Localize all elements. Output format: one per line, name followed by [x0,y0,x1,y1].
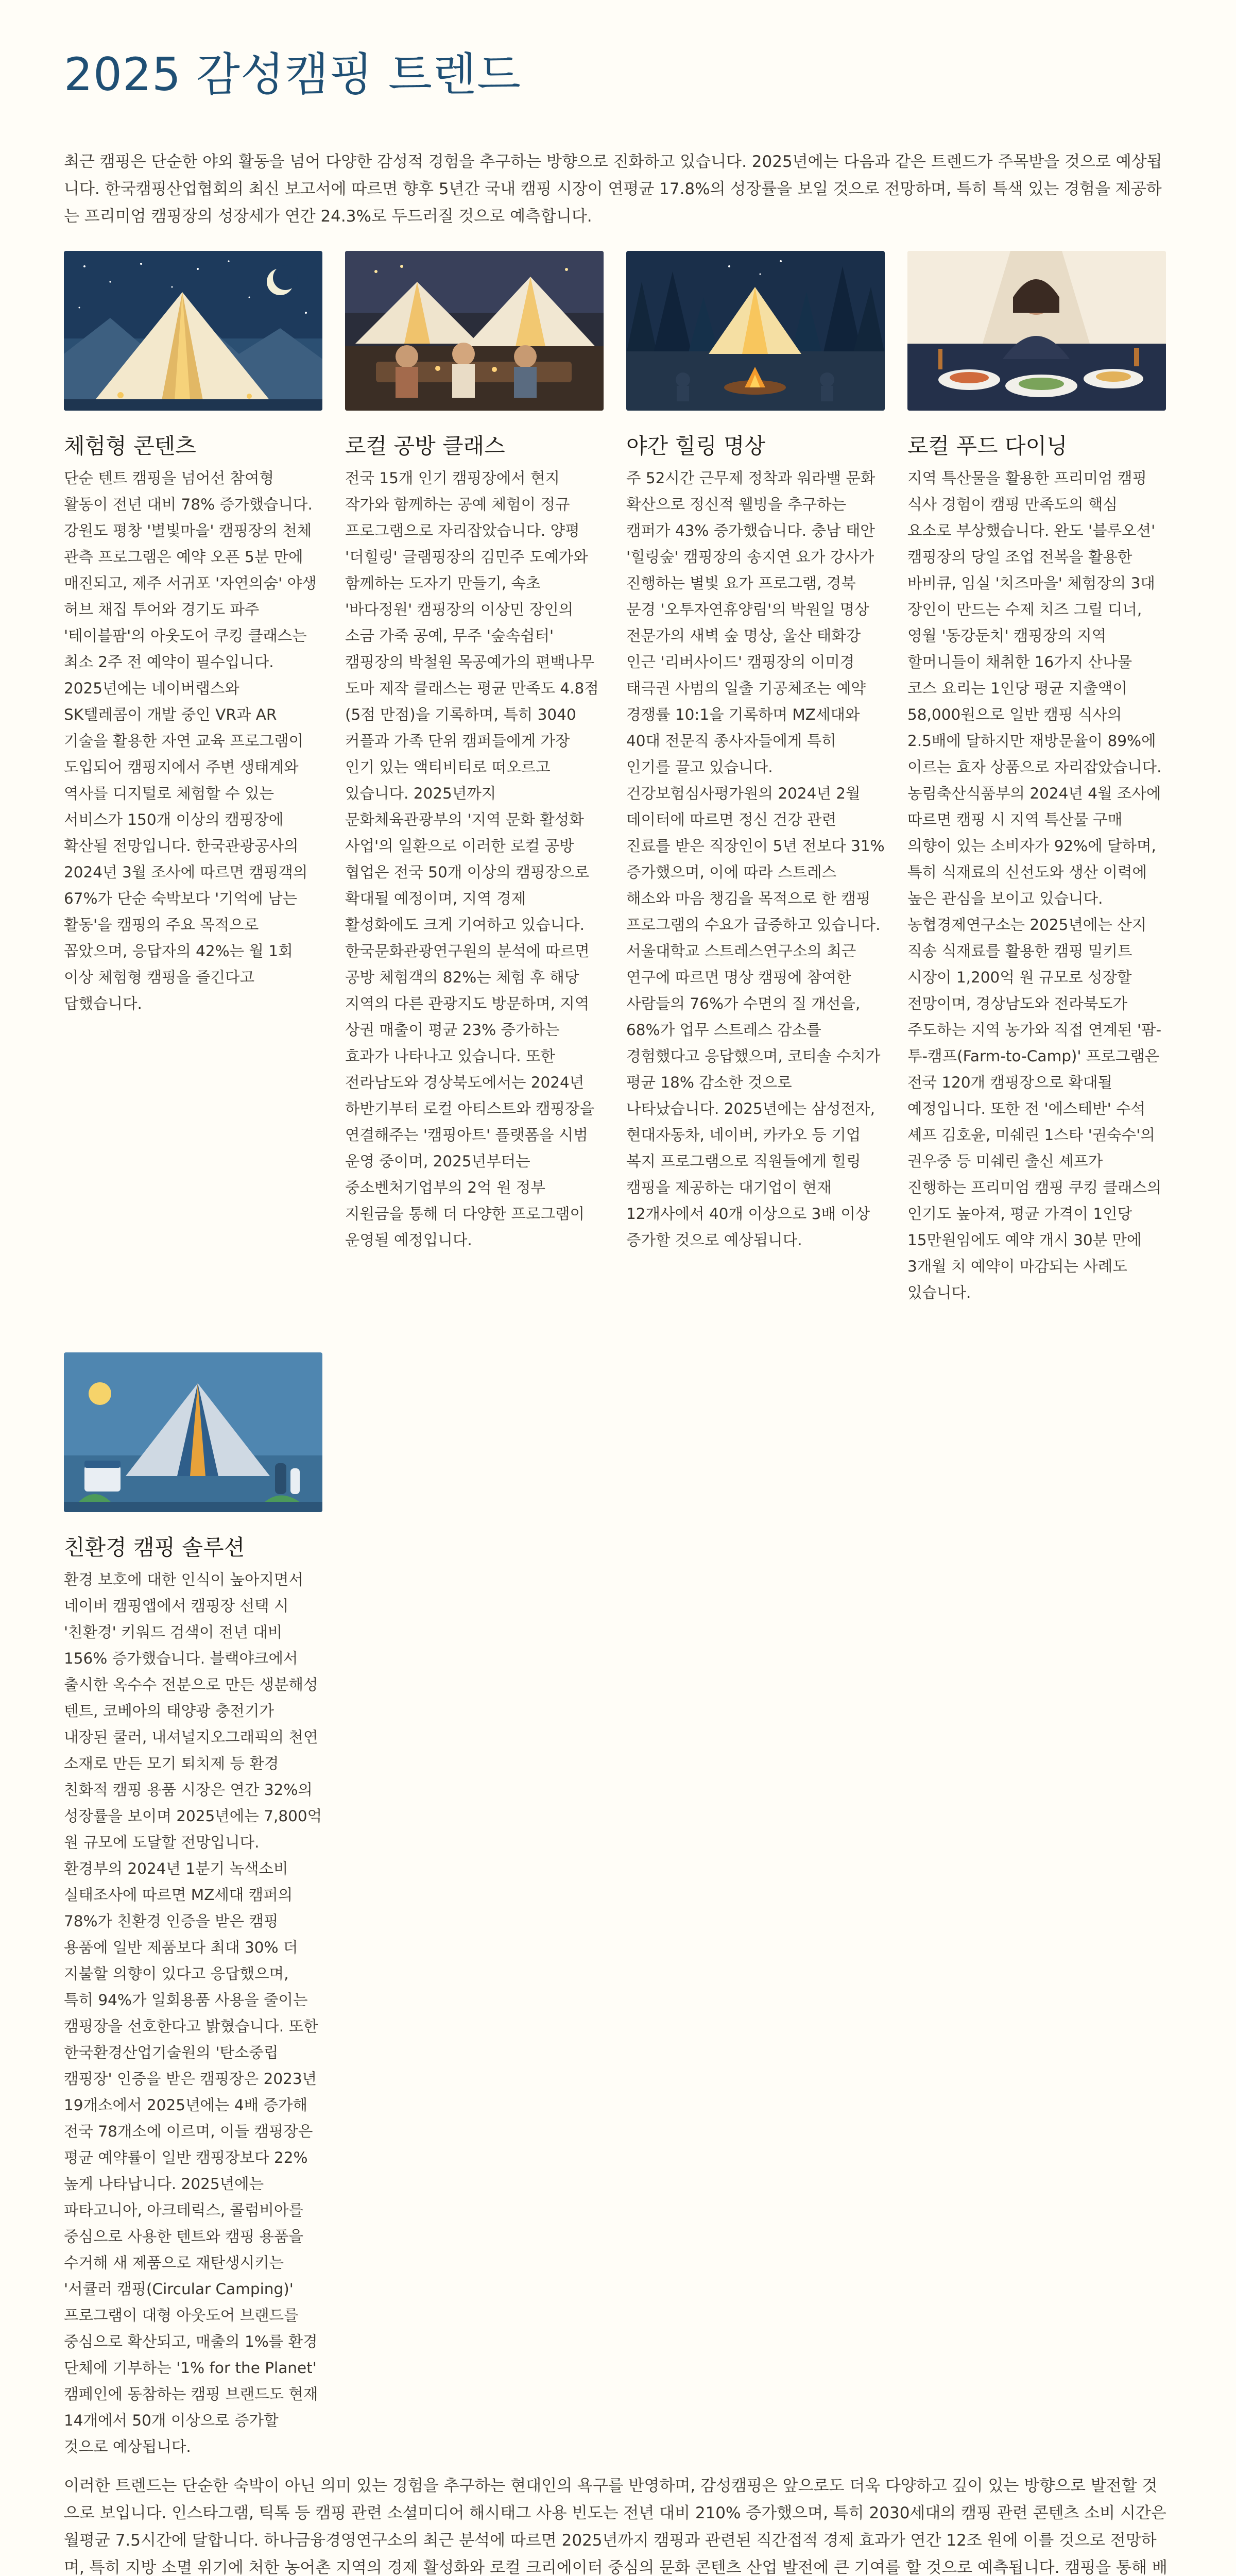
trend-card-eco-solution [64,1352,322,2460]
card-body: 단순 텐트 캠핑을 넘어선 참여형 활동이 전년 대비 78% 증가했습니다. 강원도 평창 '별빛마을' 캠핑장의 천체 관측 프로그램은 예약 오픈 5분 만에 매진되고, 제주 서귀포 '자연의숨' 야생 허브 채집 투어와 경기도 파주 '테이블팜'의 아웃도어 쿠킹 클래스는 최소 2주 전 예약이 필수입니다. 2025년에는 네이버랩스와 SK텔레콤이 개발 중인 VR과 AR 기술을 활용한 자연 교육 프로그램이 도입되어 캠핑지에서 주변 생태계와 역사를 디지털로 체험할 수 있는 서비스가 150개 이상의 캠핑장에 확산될 전망입니다. 한국관광공사의 2024년 3월 조사에 따르면 캠핑객의 67%가 단순 숙박보다 '기억에 남는 활동'을 캠핑의 주요 목적으로 꼽았으며, 응답자의 42%는 월 1회 이상 체험형 캠핑을 즐긴다고 답했습니다. [64,469,317,1012]
trend-card-night-meditation [626,251,885,1306]
card-title: 로컬 공방 클래스 [345,433,505,459]
closing-paragraph: 이러한 트렌드는 단순한 숙박이 아닌 의미 있는 경험을 추구하는 현대인의 욕구를 반영하며, 감성캠핑은 앞으로도 더욱 다양하고 깊이 있는 방향으로 발전할 것으로 보입니다. 인스타그램, 틱톡 등 캠핑 관련 소셜미디어 해시태그 사용 빈도는 전년 대비 210% 증가했으며, 특히 2030세대의 캠핑 관련 콘텐츠 소비 시간은 월평균 7.5시간에 달합니다. 하나금융경영연구소의 최근 분석에 따르면 2025년까지 캠핑과 관련된 직간접적 경제 효과가 연간 12조 원에 이를 것으로 전망하며, 특히 지방 소멸 위기에 처한 농어촌 지역의 경제 활성화와 로컬 크리에이터 중심의 문화 콘텐츠 산업 발전에 큰 기여를 할 것으로 예측됩니다. 캠핑을 통해 배 [64,2477,1168,2576]
trend-card-local-craft [345,251,604,1306]
card-body: 전국 15개 인기 캠핑장에서 현지 작가와 함께하는 공예 체험이 정규 프로그램으로 자리잡았습니다. 양평 '더힐링' 글램핑장의 김민주 도예가와 함께하는 도자기 만들기, 속초 '바다정원' 캠핑장의 이상민 장인의 소금 가죽 공예, 무주 '숲속쉼터' 캠핑장의 박철원 목공예가의 편백나무 도마 제작 클래스는 평균 만족도 4.8점(5점 만점)을 기록하며, 특히 3040 커플과 가족 단위 캠퍼들에게 가장 인기 있는 액티비티로 떠오르고 있습니다. 2025년까지 문화체육관광부의 '지역 문화 활성화 사업'의 일환으로 이러한 로컬 공방 협업은 전국 50개 이상의 캠핑장으로 확대될 예정이며, 지역 경제 활성화에도 크게 기여하고 있습니다. 한국문화관광연구원의 분석에 따르면 공방 체험객의 82%는 체험 후 해당 지역의 다른 관광지도 방문하며, 지역 상권 매출이 평균 23% 증가하는 효과가 나타나고 있습니다. 또한 전라남도와 경상북도에서는 2024년 하반기부터 로컬 아티스트와 캠핑장을 연결해주는 '캠핑아트' 플랫폼을 시범 운영 중이며, 2025년부터는 중소벤처기업부의 2억 원 정부 지원금을 통해 더 다양한 프로그램이 운영될 예정입니다. [345,469,599,1249]
night-glamping-dinner-photo [345,251,604,411]
card-title: 친환경 캠핑 솔루션 [64,1535,245,1560]
card-body: 주 52시간 근무제 정착과 워라밸 문화 확산으로 정신적 웰빙을 추구하는 캠퍼가 43% 증가했습니다. 충남 태안 '힐링숲' 캠핑장의 송지연 요가 강사가 진행하는 별빛 요가 프로그램, 경북 문경 '오투자연휴양림'의 박원일 명상 전문가의 새벽 숲 명상, 울산 태화강 인근 '리버사이드' 캠핑장의 이미경 태극권 사범의 일출 기공체조는 예약 경쟁률 10:1을 기록하며 MZ세대와 40대 전문직 종사자들에게 특히 인기를 끌고 있습니다. 건강보험심사평가원의 2024년 2월 데이터에 따르면 정신 건강 관련 진료를 받은 직장인이 5년 전보다 31% 증가했으며, 이에 따라 스트레스 해소와 마음 챙김을 목적으로 한 캠핑 프로그램의 수요가 급증하고 있습니다. 서울대학교 스트레스연구소의 최근 연구에 따르면 명상 캠핑에 참여한 사람들의 76%가 수면의 질 개선을, 68%가 업무 스트레스 감소를 경험했다고 응답했으며, 코티솔 수치가 평균 18% 감소한 것으로 나타났습니다. 2025년에는 삼성전자, 현대자동차, 네이버, 카카오 등 기업 복지 프로그램으로 직원들에게 힐링 캠핑을 제공하는 대기업이 현재 12개사에서 40개 이상으로 3배 이상 증가할 것으로 예상됩니다. [626,469,885,1249]
eco-camping-gear-illustration [64,1352,322,1512]
forest-campfire-meditation-photo [626,251,885,411]
trend-card-experience [64,251,322,1306]
trend-cards [64,251,1172,2460]
page-title: 2025 감성캠핑 트렌드 [64,48,521,101]
local-food-dining-photo [907,251,1166,411]
intro-paragraph: 최근 캠핑은 단순한 야외 활동을 넘어 다양한 감성적 경험을 추구하는 방향으로 진화하고 있습니다. 2025년에는 다음과 같은 트렌드가 주목받을 것으로 예상됩니다. 한국캠핑산업협회의 최신 보고서에 따르면 향후 5년간 국내 캠핑 시장이 연평균 17.8%의 성장률을 보일 것으로 전망하며, 특히 특색 있는 경험을 제공하는 프리미엄 캠핑장의 성장세가 연간 24.3%로 두드러질 것으로 예측합니다. [64,152,1162,226]
card-body: 지역 특산물을 활용한 프리미엄 캠핑 식사 경험이 캠핑 만족도의 핵심 요소로 부상했습니다. 완도 '블루오션' 캠핑장의 당일 조업 전복을 활용한 바비큐, 임실 '치즈마을' 체험장의 3대 장인이 만드는 수제 치즈 그릴 디너, 영월 '동강둔치' 캠핑장의 지역 할머니들이 채취한 16가지 산나물 코스 요리는 1인당 평균 지출액이 58,000원으로 일반 캠핑 식사의 2.5배에 달하지만 재방문율이 89%에 이르는 효자 상품으로 자리잡았습니다. 농림축산식품부의 2024년 4월 조사에 따르면 캠핑 시 지역 특산물 구매 의향이 있는 소비자가 92%에 달하며, 특히 식재료의 신선도와 생산 이력에 높은 관심을 보이고 있습니다. 농협경제연구소는 2025년에는 산지 직송 식재료를 활용한 캠핑 밀키트 시장이 1,200억 원 규모로 성장할 전망이며, 경상남도와 전라북도가 주도하는 지역 농가와 직접 연계된 '팜-투-캠프(Farm-to-Camp)' 프로그램은 전국 120개 캠핑장으로 확대될 예정입니다. 또한 전 '에스테반' 수석 셰프 김호윤, 미쉐린 1스타 '권숙수'의 권우중 등 미쉐린 출신 셰프가 진행하는 프리미엄 캠핑 쿠킹 클래스의 인기도 높아져, 평균 가격이 1인당 15만원임에도 예약 개시 30분 만에 3개월 치 예약이 마감되는 사례도 있습니다. [907,469,1162,1301]
starry-tent-illustration [64,251,322,411]
card-title: 로컬 푸드 다이닝 [907,433,1068,459]
trend-card-local-food [907,251,1166,1306]
card-title: 체험형 콘텐츠 [64,433,196,459]
card-title: 야간 힐링 명상 [626,433,766,459]
card-body: 환경 보호에 대한 인식이 높아지면서 네이버 캠핑앱에서 캠핑장 선택 시 '친환경' 키워드 검색이 전년 대비 156% 증가했습니다. 블랙야크에서 출시한 옥수수 전분으로 만든 생분해성 텐트, 코베아의 태양광 충전기가 내장된 쿨러, 내셔널지오그래픽의 천연 소재로 만든 모기 퇴치제 등 환경 친화적 캠핑 용품 시장은 연간 32%의 성장률을 보이며 2025년에는 7,800억 원 규모에 도달할 전망입니다. 환경부의 2024년 1분기 녹색소비 실태조사에 따르면 MZ세대 캠퍼의 78%가 친환경 인증을 받은 캠핑 용품에 일반 제품보다 최대 30% 더 지불할 의향이 있다고 응답했으며, 특히 94%가 일회용품 사용을 줄이는 캠핑장을 선호한다고 밝혔습니다. 또한 한국환경산업기술원의 '탄소중립 캠핑장' 인증을 받은 캠핑장은 2023년 19개소에서 2025년에는 4배 증가해 전국 78개소에 이르며, 이들 캠핑장은 평균 예약률이 일반 캠핑장보다 22% 높게 나타납니다. 2025년에는 파타고니아, 아크테릭스, 콜럼비아를 중심으로 사용한 텐트와 캠핑 용품을 수거해 새 제품으로 재탄생시키는 '서큘러 캠핑(Circular Camping)' 프로그램이 대형 아웃도어 브랜드를 중심으로 확산되고, 매출의 1%를 환경 단체에 기부하는 '1% for the Planet' 캠페인에 동참하는 캠핑 브랜드도 현재 14개에서 50개 이상으로 증가할 것으로 예상됩니다. [64,1571,322,2455]
